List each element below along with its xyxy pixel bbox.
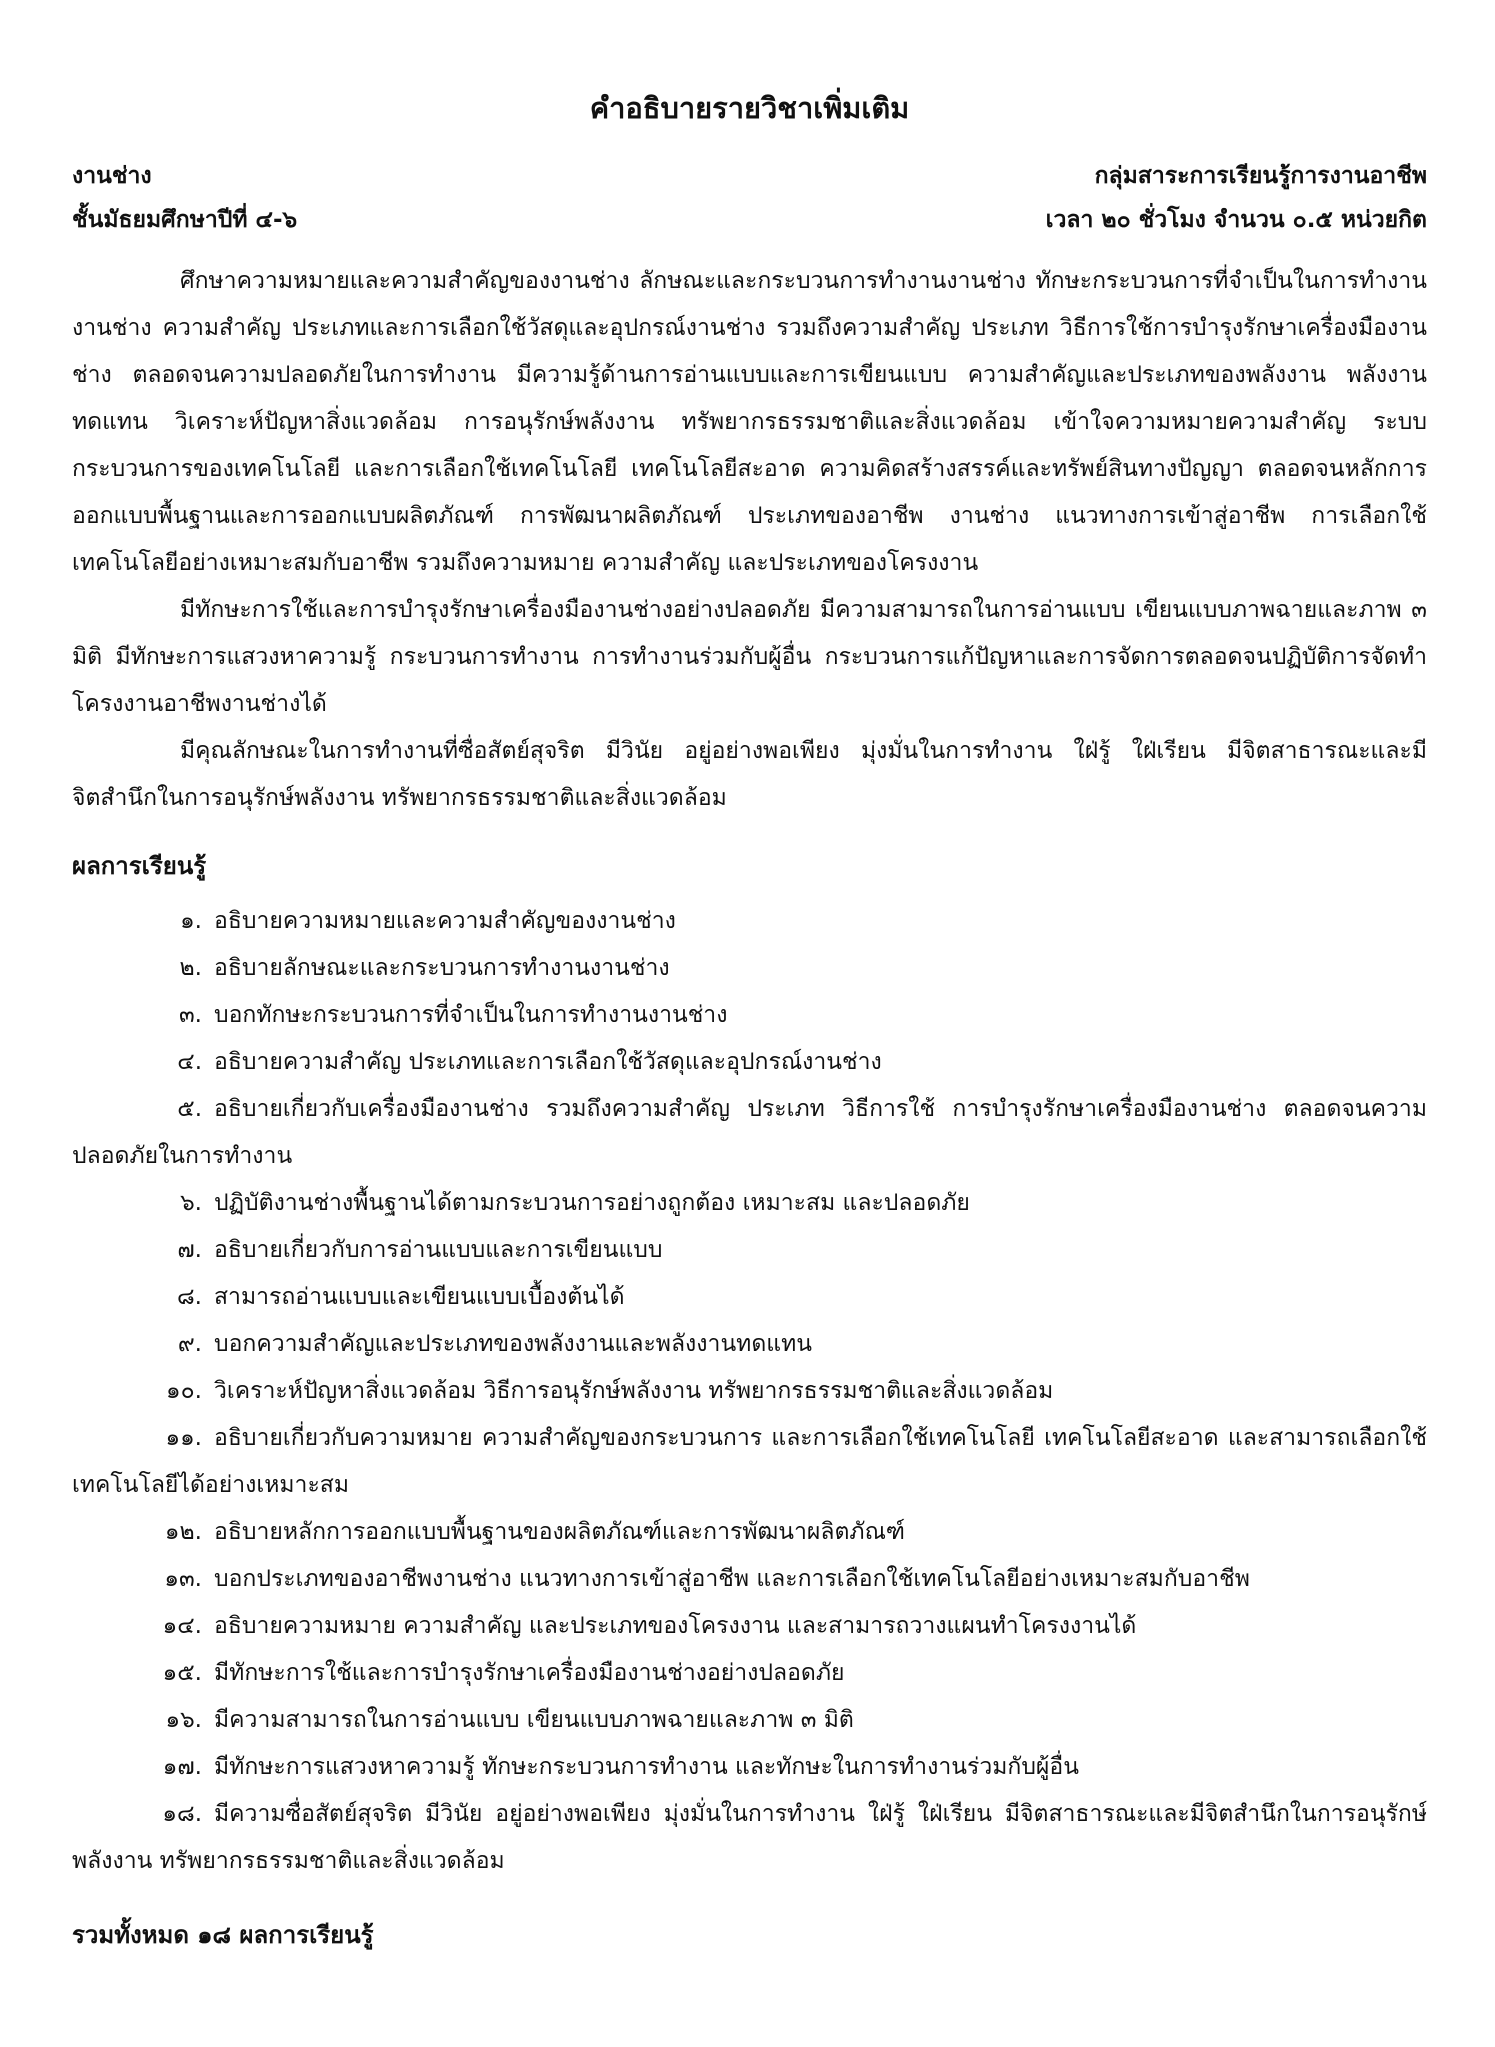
outcome-number: ๑๑. <box>165 1425 202 1451</box>
outcome-text: บอกทักษะกระบวนการที่จำเป็นในการทำงานงานช่าง <box>214 1002 728 1028</box>
list-item <box>72 1086 1427 1180</box>
outcome-number: ๑๔. <box>162 1613 202 1639</box>
document-title: คำอธิบายรายวิชาเพิ่มเติม <box>589 91 910 125</box>
list-item <box>72 1415 1427 1509</box>
outcome-text: อธิบายเกี่ยวกับการอ่านแบบและการเขียนแบบ <box>214 1237 663 1263</box>
outcome-text: มีความซื่อสัตย์สุจริต มีวินัย อยู่อย่างพอเพียง มุ่งมั่นในการทำงาน ใฝ่รู้ ใฝ่เรียน มีจิตสาธารณะและมีจิตสำนึกในการอนุรักษ์พลังงาน ทรัพยากรธรรมชาติและสิ่งแวดล้อม <box>72 1801 1427 1874</box>
outcome-number: ๑๗. <box>162 1754 202 1780</box>
outcome-text: มีทักษะการใช้และการบำรุงรักษาเครื่องมืองานช่างอย่างปลอดภัย <box>214 1660 845 1686</box>
list-item <box>72 1791 1427 1885</box>
outcome-number: ๑๒. <box>164 1519 202 1545</box>
list-item <box>72 1603 1427 1650</box>
outcome-text: วิเคราะห์ปัญหาสิ่งแวดล้อม วิธีการอนุรักษ์พลังงาน ทรัพยากรธรรมชาติและสิ่งแวดล้อม <box>214 1378 1054 1404</box>
list-item <box>72 898 1427 945</box>
outcome-text: อธิบายความหมาย ความสำคัญ และประเภทของโครงงาน และสามารถวางแผนทำโครงงานได้ <box>214 1613 1137 1639</box>
list-item <box>72 1274 1427 1321</box>
outcome-number: ๑๕. <box>162 1660 202 1686</box>
outcome-text: สามารถอ่านแบบและเขียนแบบเบื้องต้นได้ <box>214 1284 625 1310</box>
outcome-text: อธิบายลักษณะและกระบวนการทำงานงานช่าง <box>214 955 670 981</box>
outcome-text: ปฏิบัติงานช่างพื้นฐานได้ตามกระบวนการอย่างถูกต้อง เหมาะสม และปลอดภัย <box>214 1190 970 1216</box>
outcome-number: ๑๐. <box>166 1378 202 1404</box>
outcome-text: อธิบายความสำคัญ ประเภทและการเลือกใช้วัสดุและอุปกรณ์งานช่าง <box>214 1049 882 1075</box>
outcome-text: มีทักษะการแสวงหาความรู้ ทักษะกระบวนการทำงาน และทักษะในการทำงานร่วมกับผู้อื่น <box>214 1754 1079 1780</box>
description-paragraph: ศึกษาความหมายและความสำคัญของงานช่าง ลักษณะและกระบวนการทำงานงานช่าง ทักษะกระบวนการที่จำเป็นในการทำงานงานช่าง ความสำคัญ ประเภทและการเลือกใช้วัสดุและอุปกรณ์งานช่าง รวมถึงความสำคัญ ประเภท วิธีการใช้การบำรุงรักษาเครื่องมืองานช่าง ตลอดจนความปลอดภัยในการทำงาน มีความรู้ด้านการอ่านแบบและการเขียนแบบ ความสำคัญและประเภทของพลังงาน พลังงานทดแทน วิเคราะห์ปัญหาสิ่งแวดล้อม การอนุรักษ์พลังงาน ทรัพยากรธรรมชาติและสิ่งแวดล้อม เข้าใจความหมายความสำคัญ ระบบ กระบวนการของเทคโนโลยี และการเลือกใช้เทคโนโลยี เทคโนโลยีสะอาด ความคิดสร้างสรรค์และทรัพย์สินทางปัญญา ตลอดจนหลักการออกแบบพื้นฐานและการออกแบบผลิตภัณฑ์ การพัฒนาผลิตภัณฑ์ ประเภทของอาชีพ งานช่าง แนวทางการเข้าสู่อาชีพ การเลือกใช้เทคโนโลยีอย่างเหมาะสมกับอาชีพ รวมถึงความหมาย ความสำคัญ และประเภทของโครงงาน <box>72 268 1427 576</box>
subject-name: งานช่าง <box>72 163 152 189</box>
list-item <box>72 1556 1427 1603</box>
outcome-text: มีความสามารถในการอ่านแบบ เขียนแบบภาพฉายและภาพ ๓ มิติ <box>214 1707 854 1733</box>
list-item <box>72 1368 1427 1415</box>
list-item <box>72 1039 1427 1086</box>
outcome-number: ๗. <box>177 1237 202 1263</box>
list-item <box>72 1697 1427 1744</box>
list-item <box>72 992 1427 1039</box>
outcome-number: ๘. <box>176 1284 202 1310</box>
outcomes-list <box>72 898 1427 1885</box>
outcome-number: ๕. <box>177 1096 202 1122</box>
header-row-1 <box>72 154 1427 198</box>
outcome-number: ๑๘. <box>162 1801 202 1827</box>
outcome-number: ๔. <box>177 1049 202 1075</box>
outcome-text: อธิบายความหมายและความสำคัญของงานช่าง <box>214 908 676 934</box>
outcomes-heading: ผลการเรียนรู้ <box>72 852 207 880</box>
list-item <box>72 1650 1427 1697</box>
list-item <box>72 1744 1427 1791</box>
list-item <box>72 945 1427 992</box>
list-item <box>72 1509 1427 1556</box>
outcome-text: อธิบายเกี่ยวกับเครื่องมืองานช่าง รวมถึงความสำคัญ ประเภท วิธีการใช้ การบำรุงรักษาเครื่องมืองานช่าง ตลอดจนความปลอดภัยในการทำงาน <box>72 1096 1427 1169</box>
description-paragraph: มีคุณลักษณะในการทำงานที่ซื่อสัตย์สุจริต มีวินัย อยู่อย่างพอเพียง มุ่งมั่นในการทำงาน ใฝ่รู้ ใฝ่เรียน มีจิตสาธารณะและมีจิตสำนึกในการอนุรักษ์พลังงาน ทรัพยากรธรรมชาติและสิ่งแวดล้อม <box>72 738 1427 811</box>
outcome-text: อธิบายเกี่ยวกับความหมาย ความสำคัญของกระบวนการ และการเลือกใช้เทคโนโลยี เทคโนโลยีสะอาด และสามารถเลือกใช้เทคโนโลยีได้อย่างเหมาะสม <box>72 1425 1427 1498</box>
header-row-2 <box>72 198 1427 242</box>
list-item <box>72 1227 1427 1274</box>
outcome-text: บอกความสำคัญและประเภทของพลังงานและพลังงานทดแทน <box>214 1331 812 1357</box>
outcome-text: บอกประเภทของอาชีพงานช่าง แนวทางการเข้าสู่อาชีพ และการเลือกใช้เทคโนโลยีอย่างเหมาะสมกับอาชีพ <box>214 1566 1250 1592</box>
outcome-number: ๑๓. <box>164 1566 202 1592</box>
outcome-number: ๓. <box>178 1002 202 1028</box>
outcome-number: ๒. <box>179 955 202 981</box>
description-body <box>72 258 1427 822</box>
list-item <box>72 1321 1427 1368</box>
outcome-number: ๑๖. <box>165 1707 202 1733</box>
outcome-text: อธิบายหลักการออกแบบพื้นฐานของผลิตภัณฑ์และการพัฒนาผลิตภัณฑ์ <box>214 1519 906 1545</box>
hours-credits: เวลา ๒๐ ชั่วโมง จำนวน ๐.๕ หน่วยกิต <box>1045 207 1427 233</box>
outcome-number: ๖. <box>180 1190 202 1216</box>
description-paragraph: มีทักษะการใช้และการบำรุงรักษาเครื่องมืองานช่างอย่างปลอดภัย มีความสามารถในการอ่านแบบ เขียนแบบภาพฉายและภาพ ๓ มิติ มีทักษะการแสวงหาความรู้ กระบวนการทำงาน การทำงานร่วมกับผู้อื่น กระบวนการแก้ปัญหาและการจัดการตลอดจนปฏิบัติการจัดทำโครงงานอาชีพงานช่างได้ <box>72 597 1427 717</box>
total-outcomes: รวมทั้งหมด ๑๘ ผลการเรียนรู้ <box>72 1921 374 1949</box>
outcome-number: ๑. <box>180 908 202 934</box>
grade-level: ชั้นมัธยมศึกษาปีที่ ๔-๖ <box>72 207 298 233</box>
learning-group: กลุ่มสาระการเรียนรู้การงานอาชีพ <box>1094 163 1427 189</box>
list-item <box>72 1180 1427 1227</box>
outcome-number: ๙. <box>177 1331 202 1357</box>
